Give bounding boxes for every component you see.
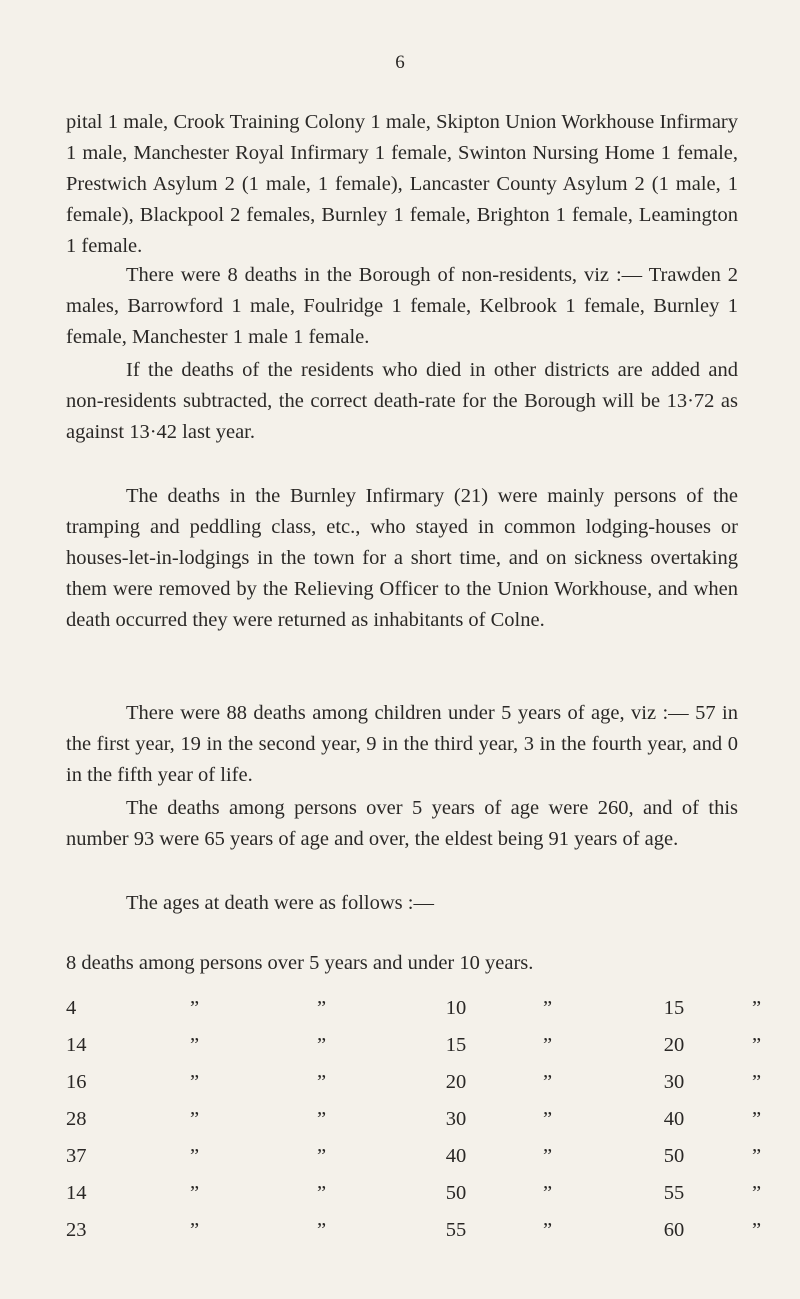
ditto-mark: ”	[190, 1182, 200, 1204]
paragraph-adult-deaths: The deaths among persons over 5 years of age were 260, and of this number 93 were 65 years of age and over, the eldest being 91 years of age.	[66, 797, 738, 850]
table-row	[0, 993, 800, 1024]
age-to: 30	[663, 1071, 685, 1093]
table-row	[0, 1104, 800, 1135]
death-count: 14	[66, 1182, 87, 1204]
age-to: 15	[663, 997, 685, 1019]
ditto-mark: ”	[317, 1034, 327, 1056]
ditto-mark: ”	[543, 1071, 553, 1093]
ditto-mark: ”	[190, 1034, 200, 1056]
age-table-heading: 8 deaths among persons over 5 years and under 10 years.	[66, 952, 534, 974]
table-row	[0, 1141, 800, 1172]
ditto-mark: ”	[543, 1145, 553, 1167]
ditto-mark: ”	[190, 997, 200, 1019]
age-to: 50	[663, 1145, 685, 1167]
table-row	[0, 1215, 800, 1246]
age-from: 40	[445, 1145, 467, 1167]
table-row	[0, 1178, 800, 1209]
ditto-mark: ”	[752, 1182, 762, 1204]
ditto-mark: ”	[543, 1108, 553, 1130]
table-row	[0, 1030, 800, 1061]
paragraph-burnley-infirmary: The deaths in the Burnley Infirmary (21) were mainly persons of the tramping and peddling class, etc., who stayed in common lodging-houses or houses-let-in-lodgings in the town for a short time, and on sickness overtaking them were removed by the Relieving Officer to the Union Workhouse, and when death occurred they were returned as inhabitants of Colne.	[66, 485, 738, 631]
death-count: 28	[66, 1108, 87, 1130]
ditto-mark: ”	[543, 1034, 553, 1056]
age-from: 50	[445, 1182, 467, 1204]
ditto-mark: ”	[317, 1145, 327, 1167]
ditto-mark: ”	[752, 1108, 762, 1130]
ditto-mark: ”	[752, 1219, 762, 1241]
age-to: 40	[663, 1108, 685, 1130]
paragraph-non-resident-deaths: There were 8 deaths in the Borough of non-residents, viz :— Trawden 2 males, Barrowford 1 male, Foulridge 1 female, Kelbrook 1 female, Burnley 1 female, Manchester 1 male 1 female.	[66, 264, 738, 348]
ditto-mark: ”	[752, 1145, 762, 1167]
age-from: 15	[445, 1034, 467, 1056]
death-count: 4	[66, 997, 77, 1019]
ditto-mark: ”	[543, 1219, 553, 1241]
death-count: 14	[66, 1034, 87, 1056]
age-to: 55	[663, 1182, 685, 1204]
paragraph-child-deaths: There were 88 deaths among children under 5 years of age, viz :— 57 in the first year, 19 in the second year, 9 in the third year, 3 in the fourth year, and 0 in the fifth year of life.	[66, 702, 738, 786]
ditto-mark: ”	[752, 997, 762, 1019]
ditto-mark: ”	[317, 997, 327, 1019]
age-from: 30	[445, 1108, 467, 1130]
ditto-mark: ”	[190, 1108, 200, 1130]
ditto-mark: ”	[317, 1071, 327, 1093]
death-count: 37	[66, 1145, 87, 1167]
ditto-mark: ”	[190, 1071, 200, 1093]
table-row	[0, 1067, 800, 1098]
age-to: 20	[663, 1034, 685, 1056]
ditto-mark: ”	[190, 1219, 200, 1241]
age-to: 60	[663, 1219, 685, 1241]
ditto-mark: ”	[752, 1034, 762, 1056]
ditto-mark: ”	[317, 1182, 327, 1204]
ditto-mark: ”	[317, 1219, 327, 1241]
paragraph-death-rate: If the deaths of the residents who died in other districts are added and non-residents subtracted, the correct death-rate for the Borough will be 13·72 as against 13·42 last year.	[66, 359, 738, 443]
paragraph-hospital-deaths: pital 1 male, Crook Training Colony 1 male, Skipton Union Workhouse Infirmary 1 male, Manchester Royal Infirmary 1 female, Swinton Nursing Home 1 female, Prestwich Asylum 2 (1 male, 1 female), Lancaster County Asylum 2 (1 male, 1 female), Blackpool 2 females, Burnley 1 female, Brighton 1 female, Leamington 1 female.	[66, 111, 738, 257]
ditto-mark: ”	[752, 1071, 762, 1093]
ditto-mark: ”	[543, 997, 553, 1019]
ditto-mark: ”	[190, 1145, 200, 1167]
age-from: 20	[445, 1071, 467, 1093]
age-from: 55	[445, 1219, 467, 1241]
paragraph-ages-intro: The ages at death were as follows :—	[126, 892, 434, 914]
ditto-mark: ”	[543, 1182, 553, 1204]
death-count: 16	[66, 1071, 87, 1093]
ditto-mark: ”	[317, 1108, 327, 1130]
death-count: 23	[66, 1219, 87, 1241]
page-number: 6	[395, 52, 405, 73]
age-from: 10	[445, 997, 467, 1019]
